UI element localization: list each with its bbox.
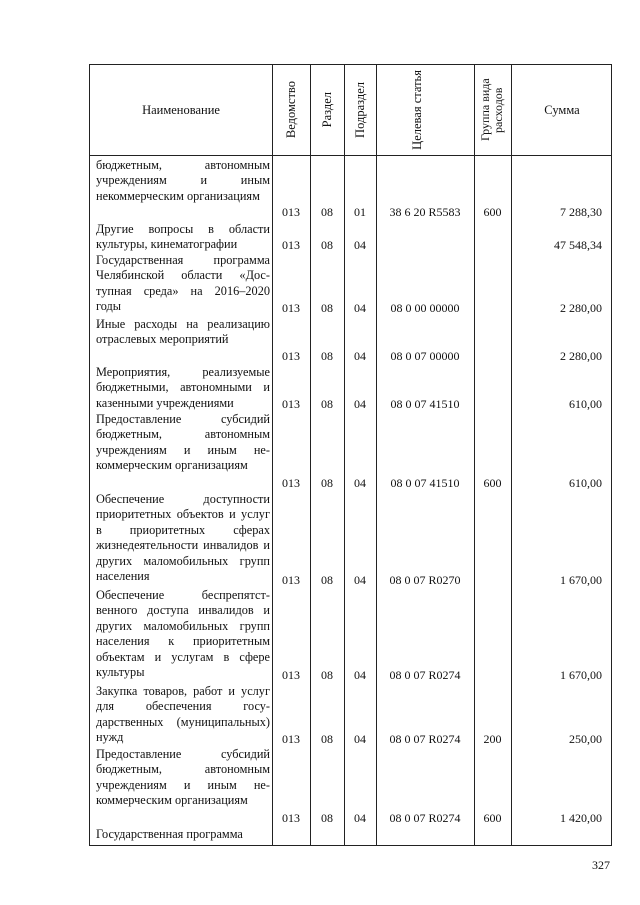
header-divider <box>90 155 611 156</box>
row-subsection: 04 <box>354 397 366 411</box>
row-amount: 1 670,00 <box>560 573 602 587</box>
row-name: Мероприятия, реализуемые бюджетными, автономными и казенными учреждениями <box>96 365 270 410</box>
column-divider <box>376 65 377 845</box>
row-section: 08 <box>321 397 333 411</box>
row-section: 08 <box>321 205 333 219</box>
header-target-article: Целевая статья <box>410 70 424 150</box>
row-name: Обеспечение беспрепятственного доступа инвалидов и других маломобильных групп населения к приоритетным объектам и услугам в сфере культуры <box>96 588 270 680</box>
row-name: Закупка товаров, работ и услуг для обеспечения государственных (муниципальных) нужд <box>96 684 270 745</box>
row-group: 600 <box>483 811 502 825</box>
row-article: 38 6 20 R5583 <box>389 205 461 219</box>
row-subsection: 04 <box>354 476 366 490</box>
row-name: Обеспечение доступности приоритетных объектов и услуг в приоритетных сферах жизнедеятельности инвалидов и других маломобильных групп населения <box>96 492 270 584</box>
row-section: 08 <box>321 573 333 587</box>
row-subsection: 04 <box>354 573 366 587</box>
row-ministry: 013 <box>282 811 300 825</box>
column-divider <box>474 65 475 845</box>
row-amount: 7 288,30 <box>560 205 602 219</box>
header-section: Раздел <box>319 92 334 128</box>
column-divider <box>511 65 512 845</box>
row-name: Предоставление субсидий бюджетным, автономным учреждениям и иным некоммерческим организациям <box>96 412 270 473</box>
row-ministry: 013 <box>282 349 300 363</box>
row-ministry: 013 <box>282 205 300 219</box>
row-name: Другие вопросы в области культуры, кинематографии <box>96 222 270 252</box>
row-ministry: 013 <box>282 397 300 411</box>
row-section: 08 <box>321 811 333 825</box>
column-divider <box>310 65 311 845</box>
header-amount: Сумма <box>544 102 580 117</box>
row-subsection: 04 <box>354 732 366 746</box>
row-section: 08 <box>321 301 333 315</box>
header-ministry: Ведомство <box>283 81 298 139</box>
row-ministry: 013 <box>282 238 300 252</box>
row-article: 08 0 07 R0270 <box>389 573 461 587</box>
row-article: 08 0 07 41510 <box>390 397 460 411</box>
row-amount: 1 670,00 <box>560 668 602 682</box>
row-name: Государственная программа Челябинской области «Доступная среда» на 2016–2020 годы <box>96 253 270 314</box>
row-amount: 610,00 <box>569 476 602 490</box>
row-article: 08 0 07 R0274 <box>389 732 461 746</box>
row-section: 08 <box>321 732 333 746</box>
header-expense-group: Группа вида расходов <box>477 78 505 142</box>
row-group: 600 <box>483 476 502 490</box>
row-article: 08 0 00 00000 <box>390 301 460 315</box>
row-section: 08 <box>321 476 333 490</box>
row-name: Предоставление субсидий бюджетным, автономным учреждениям и иным некоммерческим организациям <box>96 747 270 808</box>
row-article: 08 0 07 R0274 <box>389 811 461 825</box>
row-amount: 47 548,34 <box>554 238 602 252</box>
row-article: 08 0 07 00000 <box>390 349 460 363</box>
row-amount: 250,00 <box>569 732 602 746</box>
row-name: Государственная программа <box>96 827 243 841</box>
row-subsection: 01 <box>354 205 366 219</box>
header-name: Наименование <box>142 102 220 117</box>
row-amount: 610,00 <box>569 397 602 411</box>
row-group: 600 <box>483 205 502 219</box>
row-section: 08 <box>321 238 333 252</box>
row-ministry: 013 <box>282 668 300 682</box>
row-ministry: 013 <box>282 732 300 746</box>
row-name: бюджетным, автономным учреждениям и иным некоммерческим организациям <box>96 158 270 203</box>
row-article: 08 0 07 R0274 <box>389 668 461 682</box>
row-section: 08 <box>321 349 333 363</box>
row-ministry: 013 <box>282 476 300 490</box>
row-subsection: 04 <box>354 668 366 682</box>
row-ministry: 013 <box>282 573 300 587</box>
row-section: 08 <box>321 668 333 682</box>
row-amount: 1 420,00 <box>560 811 602 825</box>
page-number: 327 <box>592 858 610 872</box>
row-subsection: 04 <box>354 811 366 825</box>
row-ministry: 013 <box>282 301 300 315</box>
row-subsection: 04 <box>354 301 366 315</box>
budget-table <box>89 64 612 846</box>
row-subsection: 04 <box>354 349 366 363</box>
header-subsection: Подраздел <box>352 82 367 138</box>
row-amount: 2 280,00 <box>560 301 602 315</box>
row-group: 200 <box>483 732 502 746</box>
row-article: 08 0 07 41510 <box>390 476 460 490</box>
column-divider <box>272 65 273 845</box>
row-subsection: 04 <box>354 238 366 252</box>
column-divider <box>344 65 345 845</box>
row-name: Иные расходы на реализацию отраслевых мероприятий <box>96 317 270 347</box>
row-amount: 2 280,00 <box>560 349 602 363</box>
